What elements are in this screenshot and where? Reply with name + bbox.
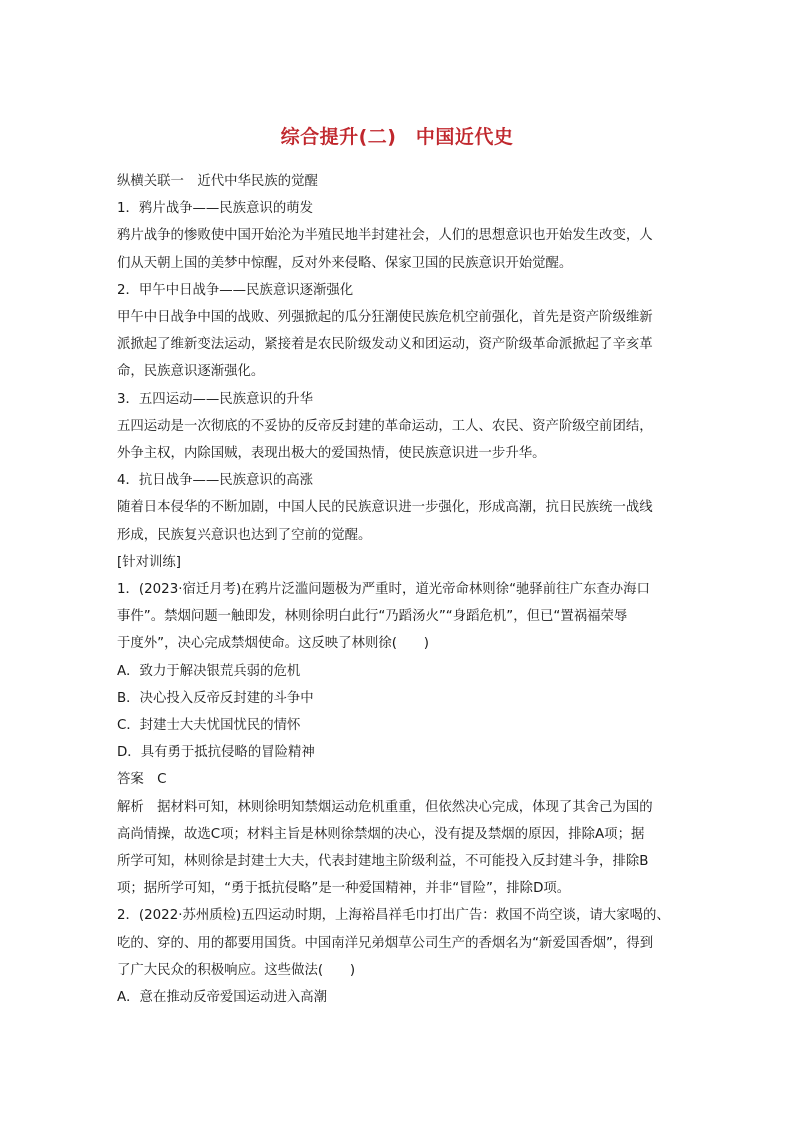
point-text-line: 外争主权，内除国贼，表现出极大的爱国热情，使民族意识进一步升华。 [117, 446, 546, 462]
point-text-line: 甲午中日战争中国的战败、列强掀起的瓜分狂潮使民族危机空前强化，首先是资产阶级维新 [117, 310, 653, 326]
point-text-line: 命，民族意识逐渐强化。 [117, 364, 265, 380]
question-stem-line: 于度外”，决心完成禁烟使命。这反映了林则徐( ) [117, 636, 429, 652]
question-stem-line: 事件”。禁烟问题一触即发，林则徐明白此行“乃蹈汤火”“身蹈危机”，但已“置祸福荣辱 [117, 609, 628, 625]
point-text-line: 们从天朝上国的美梦中惊醒，反对外来侵略、保家卫国的民族意识开始觉醒。 [117, 255, 573, 271]
option-b: B．决心投入反帝反封建的斗争中 [117, 690, 314, 706]
question-stem-line: 吃的、穿的、用的都要用国货。中国南洋兄弟烟草公司生产的香烟名为“新爱国香烟”，得到 [117, 935, 654, 951]
analysis-line: 解析 据材料可知，林则徐明知禁烟运动危机重重，但依然决心完成，体现了其舍己为国的 [117, 799, 653, 815]
question-stem-line: 1．(2023·宿迁月考)在鸦片泛滥问题极为严重时，道光帝命林则徐“驰驿前往广东查办海口 [117, 582, 650, 598]
page-title: 综合提升(二) 中国近代史 [280, 126, 514, 148]
answer-line: 答案 C [117, 772, 167, 788]
option-d: D．具有勇于抵抗侵略的冒险精神 [117, 745, 315, 761]
point-text-line: 派掀起了维新变法运动，紧接着是农民阶级发动义和团运动，资产阶级革命派掀起了辛亥革 [117, 337, 653, 353]
point-heading: 1．鸦片战争——民族意识的萌发 [117, 201, 313, 217]
question-stem-line: 2．(2022·苏州质检)五四运动时期，上海裕昌祥毛巾打出广告：救国不尚空谈，请大家喝的、 [117, 908, 670, 924]
point-heading: 4．抗日战争——民族意识的高涨 [117, 473, 313, 489]
training-label: [针对训练] [117, 554, 182, 570]
point-text-line: 形成，民族复兴意识也达到了空前的觉醒。 [117, 527, 372, 543]
point-heading: 3．五四运动——民族意识的升华 [117, 391, 313, 407]
option-a: A．意在推动反帝爱国运动进入高潮 [117, 990, 328, 1006]
document-body [117, 168, 679, 1011]
section-heading: 纵横关联一 近代中华民族的觉醒 [117, 174, 318, 189]
point-text-line: 五四运动是一次彻底的不妥协的反帝反封建的革命运动，工人、农民、资产阶级空前团结， [117, 418, 653, 434]
option-a: A．致力于解决银荒兵弱的危机 [117, 663, 301, 679]
question-stem-line: 了广大民众的积极响应。这些做法( ) [117, 962, 356, 978]
analysis-line: 所学可知，林则徐是封建士大夫，代表封建地主阶级利益，不可能投入反封建斗争，排除B [117, 854, 649, 870]
analysis-line: 高尚情操，故选C项；材料主旨是林则徐禁烟的决心，没有提及禁烟的原因，排除A项；据 [117, 826, 645, 842]
point-heading: 2．甲午中日战争——民族意识逐渐强化 [117, 282, 354, 298]
point-text-line: 鸦片战争的惨败使中国开始沦为半殖民地半封建社会，人们的思想意识也开始发生改变，人 [117, 228, 653, 244]
option-c: C．封建士大夫忧国忧民的情怀 [117, 718, 301, 734]
point-text-line: 随着日本侵华的不断加剧，中国人民的民族意识进一步强化，形成高潮，抗日民族统一战线 [117, 500, 653, 516]
analysis-line: 项；据所学可知，“勇于抵抗侵略”是一种爱国精神，并非“冒险”，排除D项。 [117, 881, 571, 897]
